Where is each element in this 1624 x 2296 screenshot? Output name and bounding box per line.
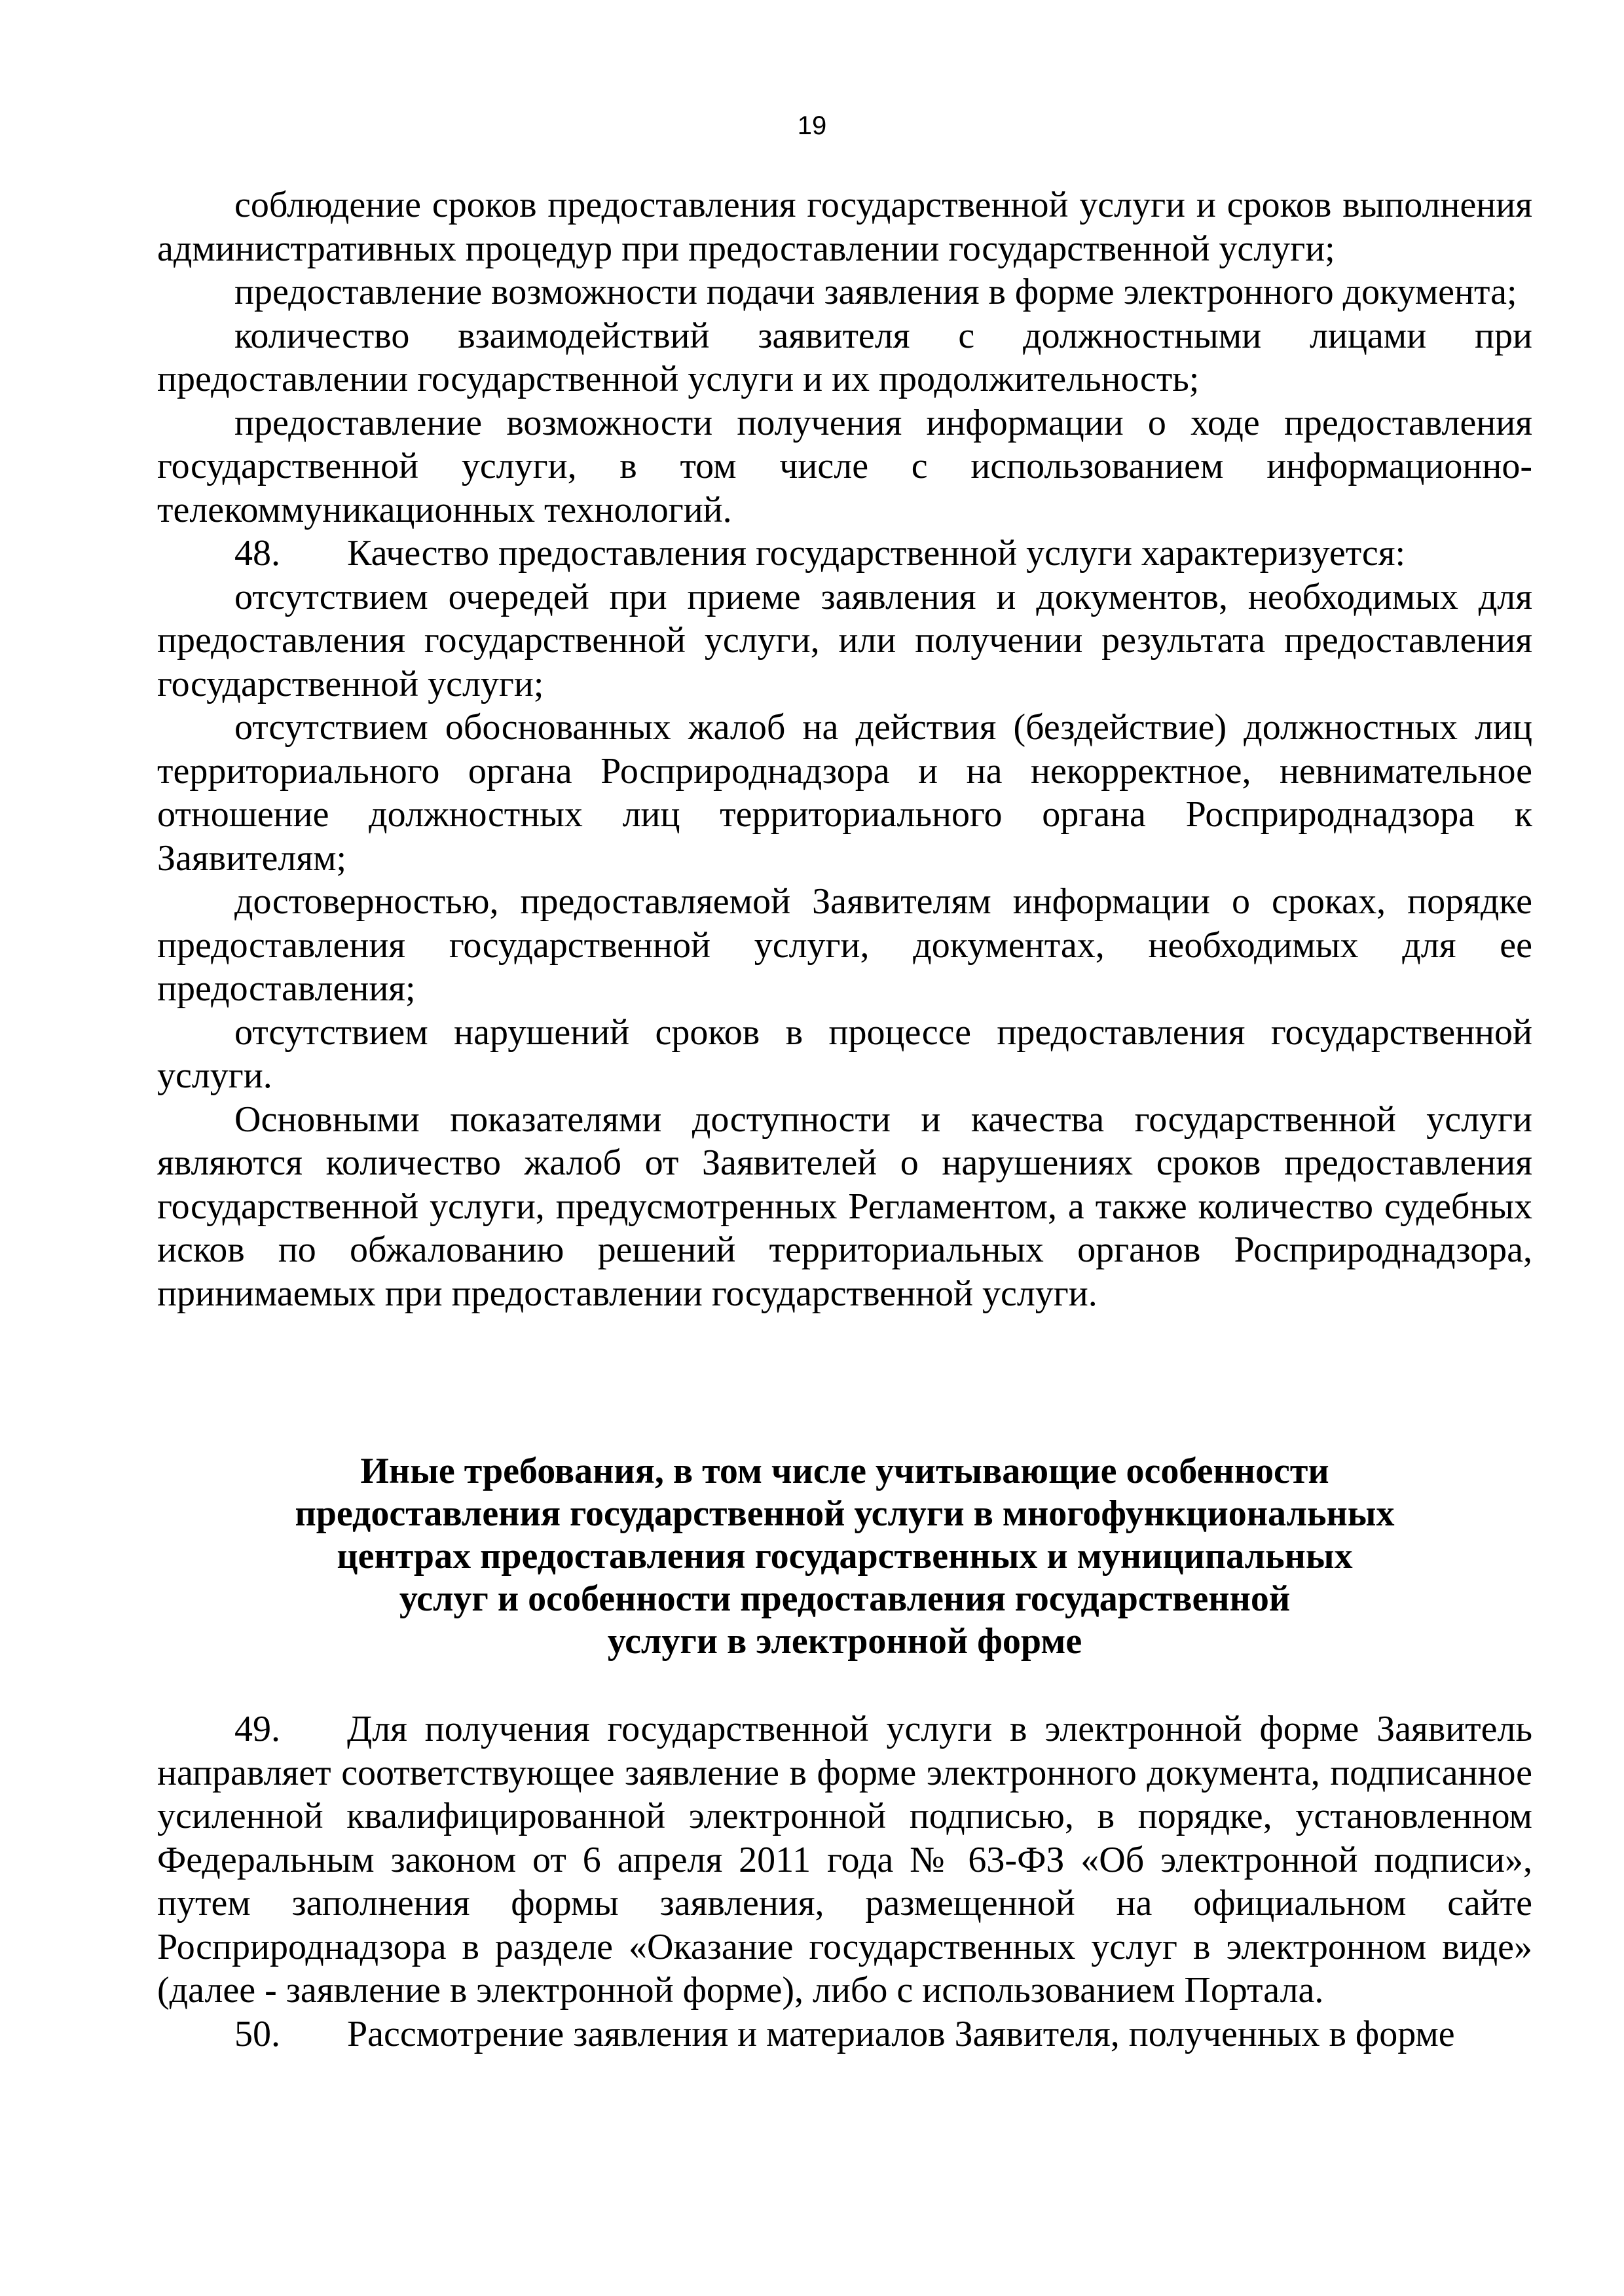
paragraph: отсутствием обоснованных жалоб на действия (бездействие) должностных лиц территориального органа Росприроднадзора и на некорректное, невнимательное отношение должностных лиц территориального органа Росприроднадзора к Заявителям; bbox=[157, 707, 1532, 879]
body-text-top bbox=[157, 183, 1532, 1315]
paragraph: отсутствием нарушений сроков в процессе предоставления государственной услуги. bbox=[157, 1011, 1532, 1096]
heading-line: услуги в электронной форме bbox=[607, 1621, 1082, 1662]
heading-line: центрах предоставления государственных и муниципальных bbox=[337, 1536, 1353, 1576]
paragraph: Основными показателями доступности и качества государственной услуги являются количество жалоб от Заявителей о нарушениях сроков предоставления государственной услуги, предусмотренных Регламентом, а также количество судебных исков по обжалованию решений территориальных органов Росприроднадзора, принимаемых при предоставлении государственной услуги. bbox=[157, 1099, 1532, 1314]
heading-line: услуг и особенности предоставления государственной bbox=[399, 1578, 1291, 1619]
item-number: 48. bbox=[234, 533, 280, 574]
item-text: Рассмотрение заявления и материалов Заявителя, полученных в форме bbox=[347, 2013, 1455, 2054]
page-number: 19 bbox=[797, 111, 827, 140]
item-49 bbox=[157, 1707, 1532, 2013]
paragraph: предоставление возможности получения информации о ходе предоставления государственной услуги, в том числе с использованием информационно-телекоммуникационных технологий. bbox=[157, 402, 1532, 530]
item-48 bbox=[157, 532, 1532, 575]
item-50 bbox=[157, 2013, 1532, 2056]
heading-line: Иные требования, в том числе учитывающие особенности bbox=[360, 1451, 1329, 1491]
heading-line: предоставления государственной услуги в многофункциональных bbox=[295, 1493, 1395, 1534]
item-number: 49. bbox=[234, 1709, 280, 1749]
paragraph: достоверностью, предоставляемой Заявителям информации о сроках, порядке предоставления государственной услуги, документах, необходимых для ее предоставления; bbox=[157, 881, 1532, 1009]
item-text: Для получения государственной услуги в электронной форме Заявитель направляет соответствующее заявление в форме электронного документа, подписанное усиленной квалифицированной электронной подписью, в порядке, установленном Федеральным законом от 6 апреля 2011 года № 63-ФЗ «Об электронной подписи», путем заполнения формы заявления, размещенной на официальном сайте Росприроднадзора в разделе «Оказание государственных услуг в электронном виде» (далее - заявление в электронной форме), либо с использованием Портала. bbox=[157, 1709, 1532, 2011]
paragraph: отсутствием очередей при приеме заявления и документов, необходимых для предоставления государственной услуги, или получении результата предоставления государственной услуги; bbox=[157, 576, 1532, 704]
section-heading bbox=[157, 1450, 1532, 1663]
item-number: 50. bbox=[234, 2013, 280, 2054]
paragraph: соблюдение сроков предоставления государственной услуги и сроков выполнения административных процедур при предоставлении государственной услуги; bbox=[157, 185, 1532, 269]
paragraph: предоставление возможности подачи заявления в форме электронного документа; bbox=[234, 272, 1517, 312]
body-text-bottom bbox=[157, 1707, 1532, 2056]
paragraph: количество взаимодействий заявителя с должностными лицами при предоставлении государственной услуги и их продолжительность; bbox=[157, 315, 1532, 399]
item-text: Качество предоставления государственной услуги характеризуется: bbox=[347, 533, 1406, 574]
